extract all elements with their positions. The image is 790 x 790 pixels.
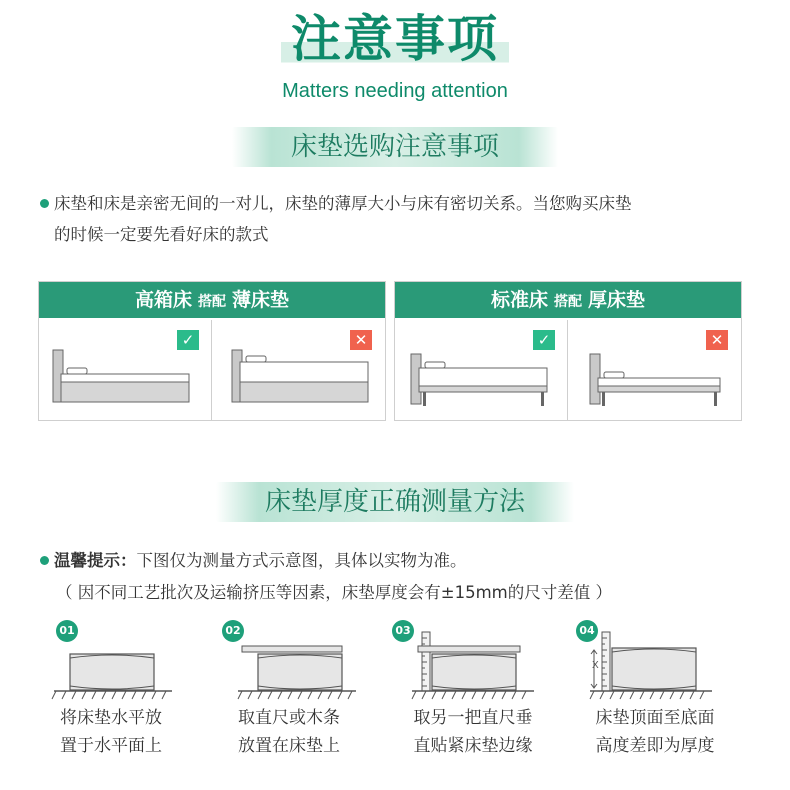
bed-illustration-correct: [395, 320, 565, 420]
page-title-wrap: [0, 8, 790, 70]
measure-steps: [40, 618, 760, 788]
step-1: [40, 618, 210, 788]
tip-line: [54, 546, 774, 575]
check-icon: ✓: [533, 330, 555, 350]
section-heading-purchase: 床垫选购注意事项: [232, 127, 558, 167]
step-text-line1: 取直尺或木条: [238, 708, 340, 728]
bullet-dot: [40, 556, 49, 565]
tip-text: 下图仅为测量方式示意图，具体以实物为准。: [136, 551, 467, 570]
close-icon: ✕: [350, 330, 372, 350]
step-text-line2: 放置在床垫上: [238, 736, 340, 756]
step-number: 04: [576, 620, 598, 642]
vertical-ruler-icon: [398, 626, 568, 708]
tip-label: 温馨提示：: [54, 551, 137, 570]
step-2: [220, 618, 390, 788]
panel-mattress-type: 厚床垫: [588, 289, 646, 311]
purchase-text-line1: 床垫和床是亲密无间的一对儿，床垫的薄厚大小与床有密切关系。当您购买床垫: [54, 194, 632, 213]
panel-header: [395, 282, 741, 318]
step-text-line1: 取另一把直尺垂: [413, 708, 533, 728]
step-text-line2: 直贴紧床垫边缘: [413, 736, 533, 756]
bed-illustration-wrong: [212, 320, 382, 420]
panel-bed-type: 高箱床: [134, 289, 192, 311]
step-number: 02: [222, 620, 244, 642]
page-subtitle: Matters needing attention: [282, 80, 508, 102]
bed-panel-standard: [394, 281, 742, 421]
page-title: 注意事项: [281, 8, 509, 70]
close-icon: ✕: [706, 330, 728, 350]
step-text-line1: 床垫顶面至底面: [595, 708, 715, 728]
step-number: 03: [392, 620, 414, 642]
panel-bed-type: 标准床: [490, 289, 548, 311]
section-heading-measure: 床垫厚度正确测量方法: [216, 482, 574, 522]
tolerance-note: （ 因不同工艺批次及运输挤压等因素，床垫厚度会有±15mm的尺寸差值 ）: [56, 583, 612, 602]
purchase-text-line2: 的时候一定要先看好床的款式: [54, 225, 269, 244]
bed-illustration-correct: [39, 320, 209, 420]
step-4: [576, 618, 746, 788]
bed-panel-high-box: [38, 281, 386, 421]
bullet-dot: [40, 199, 49, 208]
panel-header: [39, 282, 385, 318]
panel-match-word: 搭配: [554, 294, 582, 310]
step-text-line2: 高度差即为厚度: [595, 736, 715, 756]
step-text-line1: 将床垫水平放: [60, 708, 162, 728]
thickness-measure-icon: [576, 626, 746, 708]
step-number: 01: [56, 620, 78, 642]
thickness-marker: X: [592, 660, 599, 671]
step-3: [395, 618, 568, 788]
check-icon: ✓: [177, 330, 199, 350]
step-text-line2: 置于水平面上: [60, 736, 162, 756]
bed-illustration-wrong: [568, 320, 738, 420]
mattress-on-floor-icon: [40, 638, 210, 708]
panel-mattress-type: 薄床垫: [232, 289, 290, 311]
ruler-on-mattress-icon: [220, 638, 390, 708]
panel-match-word: 搭配: [198, 294, 226, 310]
